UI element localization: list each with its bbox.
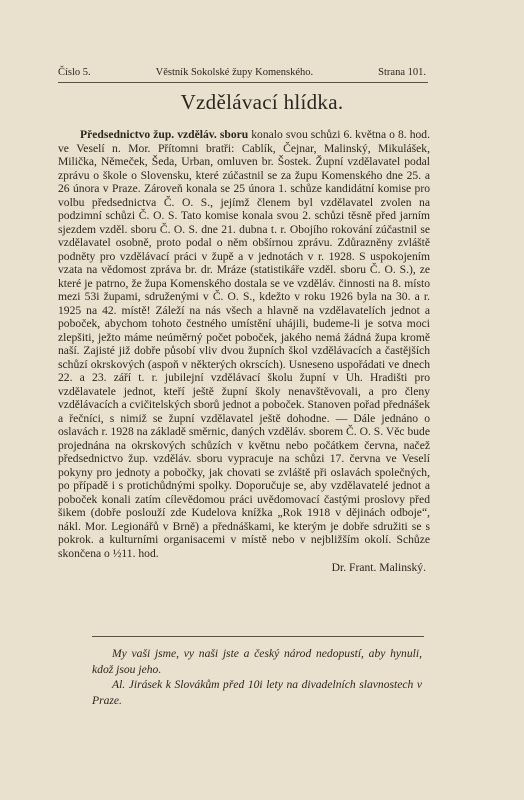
page-number: Strana 101.	[378, 67, 426, 78]
article-lead: Předsednictvo žup. vzděláv. sboru	[80, 128, 249, 141]
quote-text: My vaši jsme, vy naši jste a český národ nedopustí, aby hynuli, kdož jsou jeho.	[92, 647, 422, 676]
article-title: Vzdělávací hlídka.	[180, 90, 344, 114]
running-header	[58, 67, 426, 78]
article-text: konalo svou schůzi 6. května o 8. hod. ve Veselí n. Mor. Přítomni bratři: Cablík, Čejnar, Malinský, Mikulášek, Milička, Němeček, Šeda, Urban, omluven br. Šostek. Župní vzdělavatel podal zprávu o škole o Slovensku, které zúčastnil se za župu Komenského dne 25. a 26 února v Praze. Zároveň konala se 25 února 1. schůze kandidátní komise pro volbu předsednictva Č. O. S., jejímž členem byl vzdělavatel zvolen na podzimní schůzi Č. O. S. Tato komise konala svou 2. schůzi těsně před jarním sjezdem vzděl. sboru Č. O. S. dne 21. dubna t. r. Obojího rokování zúčastnil se vzdělavatel osobně, proto podal o něm obšírnou zprávu. Zdůrazněny zvláště podněty pro vzdělávací práci v župě a v jednotách v r. 1928. S uspokojením vzata na vědomost zpráva br. dr. Mráze (statistikáře vzděl. sboru Č. O. S.), ze které je patrno, že župa Komenského dostala se ve vzděláv. činnosti na 8. místo mezi 53i župami, sdruženými v Č. O. S., kdežto v roku 1926 byla na 30. a r. 1925 na 42. místě! Záleží na nás všech a hlavně na vzdělavatelích jednot a poboček, abychom tohoto čestného umístění uhájili, budeme-li je sotva moci zlepšiti, ježto máme neúměrný počet poboček, jakého nemá žádná župa kromě naší. Zajisté již dobře působí vliv dvou župních škol vzdělávacích a častějších schůzí okrskových (aspoň v některých okrscích). Usneseno uspořádati ve dnech 22. a 23. září t. r. jubilejní vzdělávací školu župní v Uh. Hradišti pro vzdělavatele jednot, kteří ještě župní školy nenavštěvovali, a pro členy vzdělávacích a cvičitelských sborů jednot a poboček. Stanoven pořad přednášek a řečníci, s nimiž se župní vzdělavatel ještě dohodne. — Dále jednáno o oslavách r. 1928 na základě směrnic, daných vzděláv. sborem Č. O. S. Věc bude projednána na okrskových schůzích v květnu nebo počátkem června, načež předsednictvo žup. vzděláv. sboru vypracuje na schůzi 17. června ve Veselí pokyny pro jednoty a pobočky, jak chovati se zvláště při oslavách společných, po případě i s protichůdnými spolky. Doporučuje se, aby vzdělavatelé jednot a poboček konali zatím cílevědomou práci uvědomovací častými proslovy před šikem (dobře poslouží zde Kudelova knížka „Rok 1918 v dějinách odboje“, nákl. Mor. Legionářů v Brně) a přednáškami, ke kterým je dobře sdružiti se s pokrok. a kulturními organisacemi v místě nebo v nejbližším okolí. Schůze skončena o ½11. hod.	[58, 128, 430, 560]
issue-number: Číslo 5.	[58, 67, 91, 78]
quote-attribution: Al. Jirásek k Slovákům před 10i lety na divadelních slavnostech v Praze.	[92, 678, 422, 707]
article-paragraph	[58, 128, 430, 560]
header-rule	[58, 82, 428, 83]
quote-rule	[92, 636, 424, 637]
quote-block	[92, 646, 422, 708]
article-signature: Dr. Frant. Malinský.	[331, 561, 426, 574]
journal-title: Věstník Sokolské župy Komenského.	[155, 67, 314, 78]
article-body	[58, 128, 430, 575]
